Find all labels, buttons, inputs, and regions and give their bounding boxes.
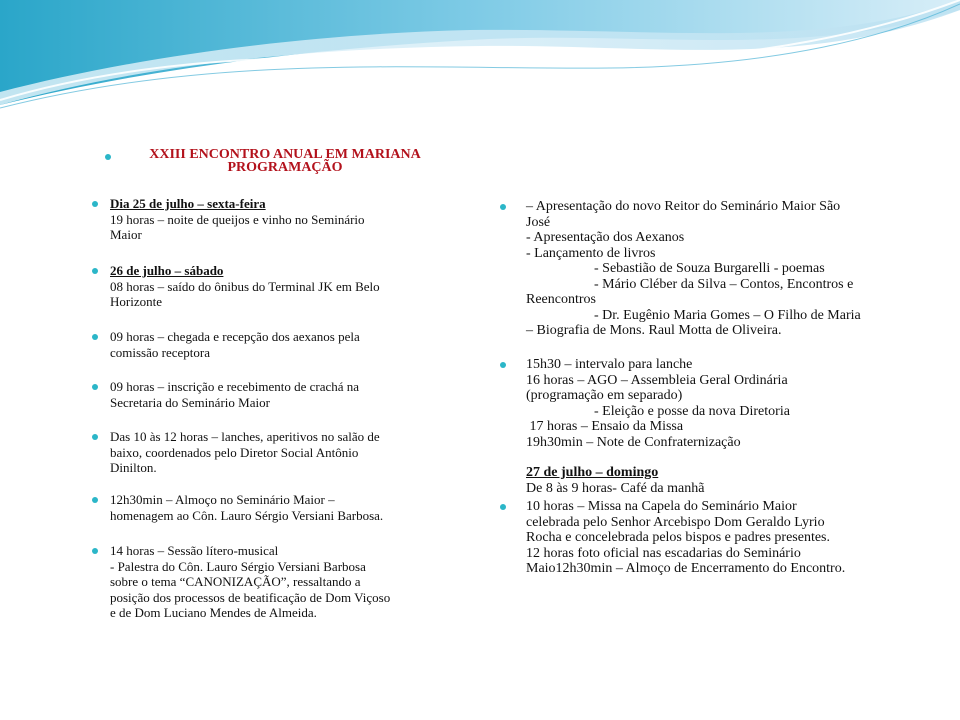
item-text: Dinilton. <box>110 460 157 475</box>
item-text: celebrada pelo Senhor Arcebispo Dom Geraldo Lyrio <box>526 514 825 530</box>
book-entry: - Sebastião de Souza Burgarelli - poemas <box>594 261 825 276</box>
day-heading: Dia 25 de julho – sexta-feira <box>110 196 266 211</box>
item-text: – Biografia de Mons. Raul Motta de Oliveira. <box>526 323 782 338</box>
item-text: - Palestra do Côn. Lauro Sérgio Versiani Barbosa <box>110 558 366 574</box>
item-text: posição dos processos de beatificação de Dom Viçoso <box>110 589 391 605</box>
list-item <box>110 492 456 523</box>
list-item <box>526 199 926 339</box>
list-item <box>110 429 456 476</box>
item-text: 12h30min – Almoço no Seminário Maior – <box>110 492 335 507</box>
list-bullet <box>92 548 98 554</box>
item-text: Maio12h30min – Almoço de Encerramento do Encontro. <box>526 561 846 576</box>
item-text: 12 horas foto oficial nas escadarias do Seminário <box>526 545 801 561</box>
item-text: 10 horas – Missa na Capela do Seminário Maior <box>526 499 797 514</box>
item-text: Rocha e concelebrada pelos bispos e padres presentes. <box>526 530 830 545</box>
item-text: 08 horas – saído do ônibus do Terminal JK em Belo <box>110 278 380 294</box>
item-text: (programação em separado) <box>526 388 683 403</box>
item-text: e de Dom Luciano Mendes de Almeida. <box>110 605 317 620</box>
list-bullet <box>92 268 98 274</box>
item-text: baixo, coordenados pelo Diretor Social Antônio <box>110 444 359 460</box>
item-text: Horizonte <box>110 294 162 309</box>
item-text: 17 horas – Ensaio da Missa <box>526 419 684 434</box>
list-item <box>110 379 456 410</box>
book-entry: - Dr. Eugênio Maria Gomes – O Filho de Maria <box>594 307 861 323</box>
item-text: 09 horas – chegada e recepção dos aexanos pela <box>110 329 360 344</box>
list-item <box>110 263 456 310</box>
item-text: 15h30 – intervalo para lanche <box>526 357 693 372</box>
list-bullet <box>92 434 98 440</box>
item-text: José <box>526 214 551 230</box>
book-entry: - Mário Cléber da Silva – Contos, Encontros e <box>594 276 854 292</box>
list-bullet <box>92 201 98 207</box>
list-bullet <box>500 362 506 368</box>
list-bullet <box>500 204 506 210</box>
list-item <box>526 499 926 577</box>
day-heading: 26 de julho – sábado <box>110 263 224 278</box>
item-text: Secretaria do Seminário Maior <box>110 394 270 410</box>
item-text: – Apresentação do novo Reitor do Seminário Maior São <box>526 199 841 214</box>
item-text: - Apresentação dos Aexanos <box>526 230 685 245</box>
item-text: 19 horas – noite de queijos e vinho no Seminário <box>110 211 365 227</box>
item-text: sobre o tema “CANONIZAÇÃO”, ressaltando a <box>110 574 361 589</box>
list-bullet <box>92 497 98 503</box>
list-item <box>526 357 926 496</box>
list-bullet <box>92 384 98 390</box>
item-text: 09 horas – inscrição e recebimento de crachá na <box>110 379 360 394</box>
item-text: - Lançamento de livros <box>526 245 656 261</box>
item-text: - Eleição e posse da nova Diretoria <box>594 403 790 419</box>
list-item <box>110 329 456 360</box>
item-text: De 8 às 9 horas- Café da manhã <box>526 480 705 496</box>
item-text: comissão receptora <box>110 344 210 360</box>
decorative-wave-header <box>0 0 960 130</box>
list-item <box>110 543 456 621</box>
title-line: PROGRAMAÇÃO <box>227 160 343 175</box>
item-text: 14 horas – Sessão lítero-musical <box>110 543 279 558</box>
list-bullet <box>500 504 506 510</box>
item-text: 19h30min – Note de Confraternização <box>526 434 741 450</box>
item-text: Maior <box>110 227 142 242</box>
item-text: Reencontros <box>526 292 596 307</box>
list-item <box>110 196 456 243</box>
item-text: 16 horas – AGO – Assembleia Geral Ordinária <box>526 372 788 388</box>
day-heading: 27 de julho – domingo <box>526 465 659 480</box>
title-line: XXIII ENCONTRO ANUAL EM MARIANA <box>149 147 421 162</box>
item-text: homenagem ao Côn. Lauro Sérgio Versiani Barbosa. <box>110 507 384 523</box>
list-bullet <box>92 334 98 340</box>
item-text: Das 10 às 12 horas – lanches, aperitivos no salão de <box>110 429 380 444</box>
page-title <box>100 148 470 174</box>
